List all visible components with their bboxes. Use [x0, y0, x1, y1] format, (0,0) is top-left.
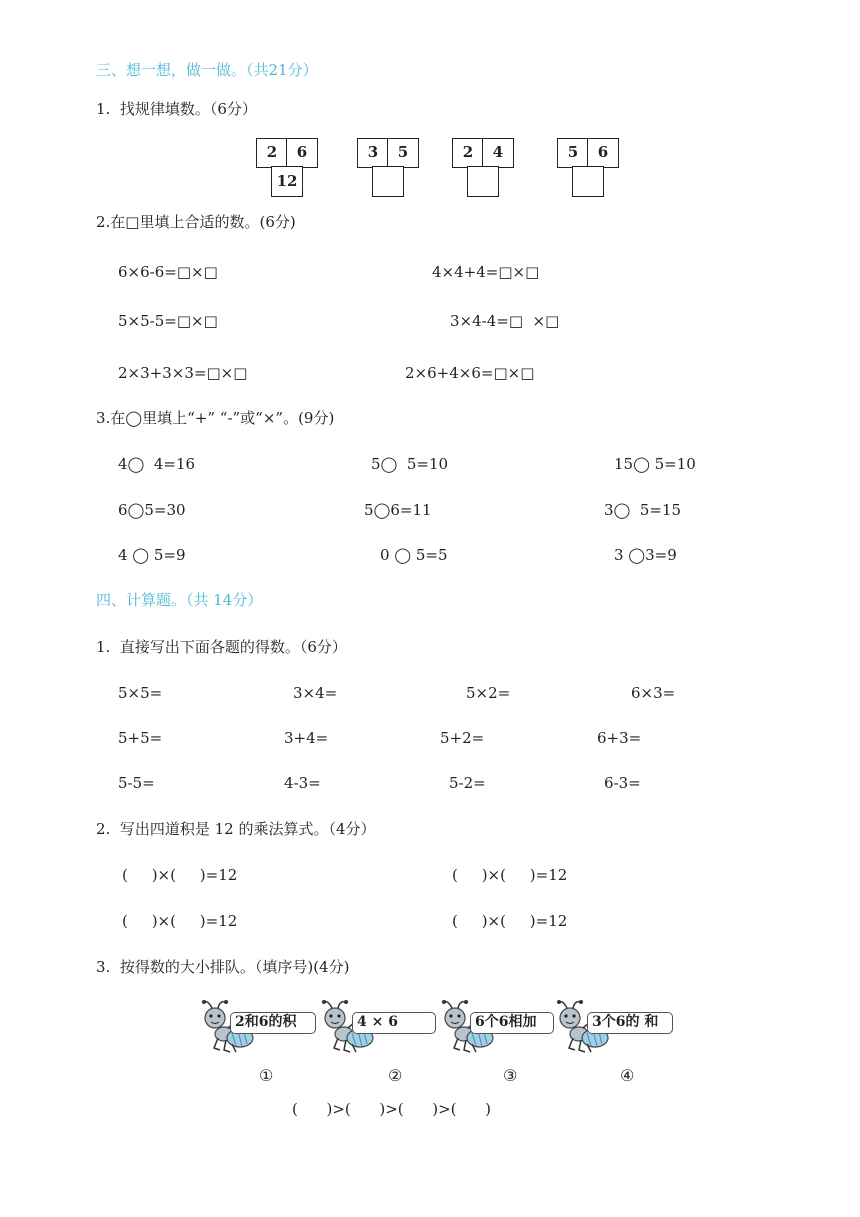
calc-item[interactable]: 4-3= — [284, 774, 321, 792]
section4-q2-title: 2. 写出四道积是 12 的乘法算式。（4分） — [96, 820, 376, 838]
ant-number: ③ — [503, 1066, 518, 1085]
product-expression[interactable]: ( )×( )=12 — [452, 912, 568, 930]
calc-item[interactable]: 5+5= — [118, 729, 163, 747]
ant-number: ④ — [620, 1066, 635, 1085]
ant-label: 3个6的 和 — [587, 1012, 673, 1034]
calc-item[interactable]: 6-3= — [604, 774, 641, 792]
section4-title: 四、计算题。（共 14分） — [96, 591, 263, 609]
section3-q2-title: 2.在□里填上合适的数。(6分) — [96, 213, 296, 231]
calc-item[interactable]: 5-5= — [118, 774, 155, 792]
pattern-cell-b: 6 — [286, 138, 318, 168]
fill-operator-item[interactable]: 15◯ 5=10 — [614, 455, 696, 473]
calc-item[interactable]: 3×4= — [293, 684, 338, 702]
section4-q3-title: 3. 按得数的大小排队。（填序号)(4分) — [96, 958, 350, 976]
ant-number: ① — [259, 1066, 274, 1085]
ant-label: 2和6的积 — [230, 1012, 316, 1034]
fill-operator-item[interactable]: 5◯ 5=10 — [371, 455, 449, 473]
calc-item[interactable]: 3+4= — [284, 729, 329, 747]
section3-q1-title: 1. 找规律填数。（6分） — [96, 100, 257, 118]
calc-item[interactable]: 5-2= — [449, 774, 486, 792]
fill-square-item[interactable]: 3×4-4=□ ×□ — [450, 312, 560, 330]
section4-q1-title: 1. 直接写出下面各题的得数。（6分） — [96, 638, 347, 656]
pattern-cell-b: 5 — [387, 138, 419, 168]
ant-label: 6个6相加 — [470, 1012, 554, 1034]
product-expression[interactable]: ( )×( )=12 — [122, 912, 238, 930]
fill-operator-item[interactable]: 3◯ 5=15 — [604, 501, 682, 519]
ant-label: 4 × 6 — [352, 1012, 436, 1034]
fill-operator-item[interactable]: 0 ◯ 5=5 — [380, 546, 448, 564]
calc-item[interactable]: 6×3= — [631, 684, 676, 702]
calc-item[interactable]: 5×2= — [466, 684, 511, 702]
ant-number: ② — [388, 1066, 403, 1085]
pattern-cell-a: 2 — [452, 138, 484, 168]
fill-square-item[interactable]: 2×3+3×3=□×□ — [118, 364, 248, 382]
calc-item[interactable]: 5+2= — [440, 729, 485, 747]
pattern-cell-a: 5 — [557, 138, 589, 168]
pattern-cell-a: 2 — [256, 138, 288, 168]
fill-operator-item[interactable]: 5◯6=11 — [364, 501, 432, 519]
fill-operator-item[interactable]: 4 ◯ 5=9 — [118, 546, 186, 564]
pattern-result-cell[interactable] — [372, 166, 404, 197]
section3-title: 三、想一想，做一做。（共21分） — [96, 61, 318, 79]
order-answer-line[interactable]: ( )>( )>( )>( ) — [292, 1100, 491, 1118]
fill-operator-item[interactable]: 3 ◯3=9 — [614, 546, 677, 564]
fill-square-item[interactable]: 6×6-6=□×□ — [118, 263, 218, 281]
section3-q3-title: 3.在◯里填上“+” “-”或“×”。(9分) — [96, 409, 335, 427]
pattern-result-cell: 12 — [271, 166, 303, 197]
pattern-cell-b: 6 — [587, 138, 619, 168]
product-expression[interactable]: ( )×( )=12 — [452, 866, 568, 884]
calc-item[interactable]: 6+3= — [597, 729, 642, 747]
product-expression[interactable]: ( )×( )=12 — [122, 866, 238, 884]
pattern-cell-a: 3 — [357, 138, 389, 168]
fill-square-item[interactable]: 4×4+4=□×□ — [432, 263, 540, 281]
fill-operator-item[interactable]: 4◯ 4=16 — [118, 455, 196, 473]
pattern-cell-b: 4 — [482, 138, 514, 168]
fill-square-item[interactable]: 2×6+4×6=□×□ — [405, 364, 535, 382]
pattern-result-cell[interactable] — [467, 166, 499, 197]
fill-operator-item[interactable]: 6◯5=30 — [118, 501, 186, 519]
fill-square-item[interactable]: 5×5-5=□×□ — [118, 312, 218, 330]
pattern-result-cell[interactable] — [572, 166, 604, 197]
calc-item[interactable]: 5×5= — [118, 684, 163, 702]
